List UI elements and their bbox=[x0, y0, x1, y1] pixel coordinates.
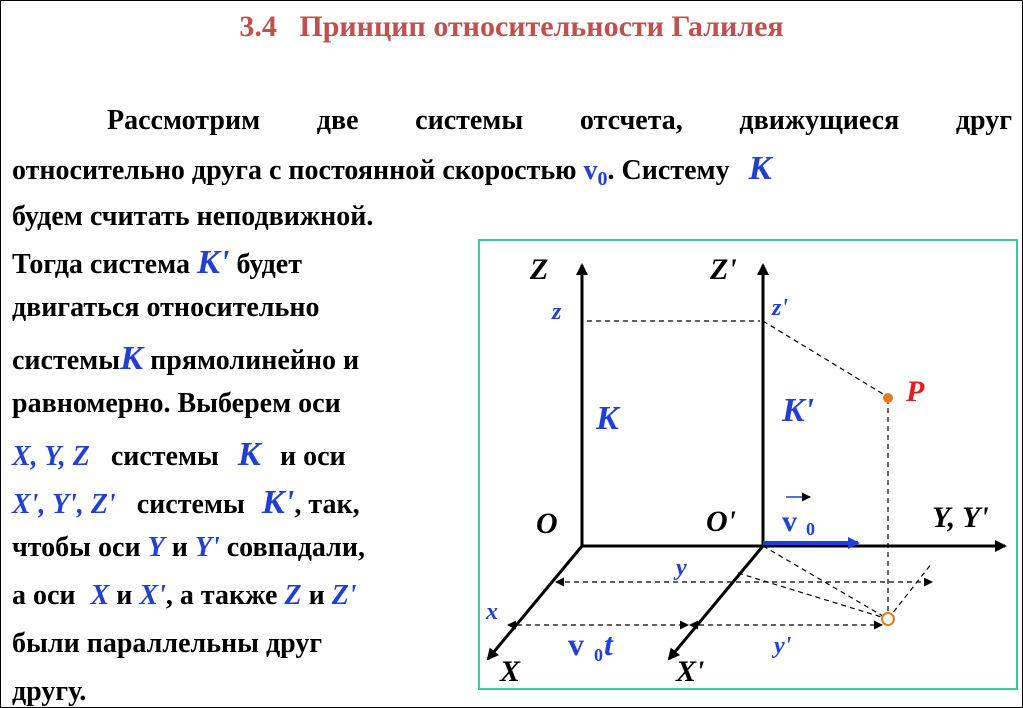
word: отсчета, bbox=[579, 105, 683, 136]
text: будет bbox=[236, 249, 302, 280]
axis-z: Z bbox=[284, 580, 302, 611]
axis-y-prime: Y' bbox=[194, 532, 220, 563]
point-p-projection bbox=[882, 613, 894, 625]
body-line-2: двигаться относительно bbox=[12, 292, 320, 323]
text: . Систему bbox=[607, 155, 730, 186]
text: и bbox=[171, 532, 188, 563]
body-line-6 bbox=[12, 484, 360, 522]
body-line-8 bbox=[12, 580, 357, 612]
word: друг bbox=[955, 105, 1012, 136]
label-p: P bbox=[906, 375, 925, 408]
text: и bbox=[308, 580, 325, 611]
text: прямолинейно и bbox=[150, 345, 360, 376]
label-k: K bbox=[596, 400, 619, 437]
subscript: 0 bbox=[594, 645, 603, 665]
point-p bbox=[883, 393, 893, 403]
text: v bbox=[583, 155, 598, 186]
word: Рассмотрим bbox=[107, 105, 261, 136]
text: Тогда система bbox=[12, 249, 190, 280]
text: а оси bbox=[12, 580, 76, 611]
label-z: z bbox=[552, 299, 562, 325]
label-x-axis: X bbox=[500, 655, 521, 688]
subscript: 0 bbox=[806, 519, 815, 539]
body-line-10: другу. bbox=[12, 676, 87, 707]
word: две bbox=[316, 105, 359, 136]
axes-xyz-prime: X', Y', Z' bbox=[12, 489, 116, 520]
axis-x-prime: X' bbox=[139, 580, 166, 611]
text: системы bbox=[136, 489, 245, 520]
body-line-7 bbox=[12, 532, 365, 564]
frame-k-symbol: К bbox=[237, 436, 261, 473]
label-origin: O bbox=[536, 507, 558, 540]
label-origin-prime: O' bbox=[706, 505, 736, 538]
text: и оси bbox=[279, 441, 346, 472]
text: , так, bbox=[294, 489, 360, 520]
body-line-4: равномерно. Выберем оси bbox=[12, 388, 341, 419]
diagram-svg bbox=[480, 241, 1020, 692]
text: v bbox=[568, 626, 584, 662]
label-z-prime: z' bbox=[772, 295, 789, 321]
text: системы bbox=[110, 441, 219, 472]
body-line-5 bbox=[12, 436, 346, 474]
text: системы bbox=[12, 345, 121, 376]
label-k-prime: K' bbox=[782, 392, 815, 429]
label-v0t bbox=[568, 626, 614, 665]
text: чтобы оси bbox=[12, 532, 141, 563]
reference-frames-diagram bbox=[478, 239, 1018, 690]
word: движущиеся bbox=[739, 105, 900, 136]
label-y-y-prime: Y, Y' bbox=[932, 501, 989, 534]
construction-lines bbox=[587, 321, 932, 619]
intro-line-3: будем считать неподвижной. bbox=[12, 201, 374, 232]
intro-line-1 bbox=[12, 97, 1012, 145]
text: и bbox=[116, 580, 133, 611]
axis-y: Y bbox=[147, 532, 165, 563]
text: совпадали, bbox=[226, 532, 365, 563]
text: t bbox=[604, 626, 613, 662]
body-line-3 bbox=[12, 340, 359, 378]
axis-z-prime: Z' bbox=[331, 580, 357, 611]
text: v bbox=[782, 505, 797, 538]
label-x-prime-axis: X' bbox=[676, 655, 705, 688]
velocity-symbol bbox=[583, 155, 608, 190]
label-z-axis: Z bbox=[530, 253, 549, 286]
frame-kp-symbol: К' bbox=[196, 244, 230, 281]
frame-kp-symbol: К' bbox=[261, 484, 295, 521]
label-y-prime: y' bbox=[774, 633, 792, 659]
text: относительно друга с постоянной скоростью bbox=[12, 155, 577, 186]
axis-x: X bbox=[90, 580, 110, 611]
frame-k-symbol: К bbox=[120, 340, 144, 377]
slide-title: 3.4 Принцип относительности Галилея bbox=[239, 10, 784, 43]
frame-k-symbol: К bbox=[748, 150, 772, 187]
label-z-prime-axis: Z' bbox=[710, 253, 737, 286]
label-v0 bbox=[782, 497, 815, 539]
label-x: x bbox=[486, 599, 498, 625]
text: , а также bbox=[165, 580, 278, 611]
axes-xyz: X, Y, Z bbox=[12, 441, 90, 472]
word: системы bbox=[415, 105, 524, 136]
label-y: y bbox=[676, 555, 687, 581]
subscript: 0 bbox=[597, 168, 608, 190]
body-line-9: были параллельны друг bbox=[12, 628, 323, 659]
body-line-1 bbox=[12, 244, 302, 282]
